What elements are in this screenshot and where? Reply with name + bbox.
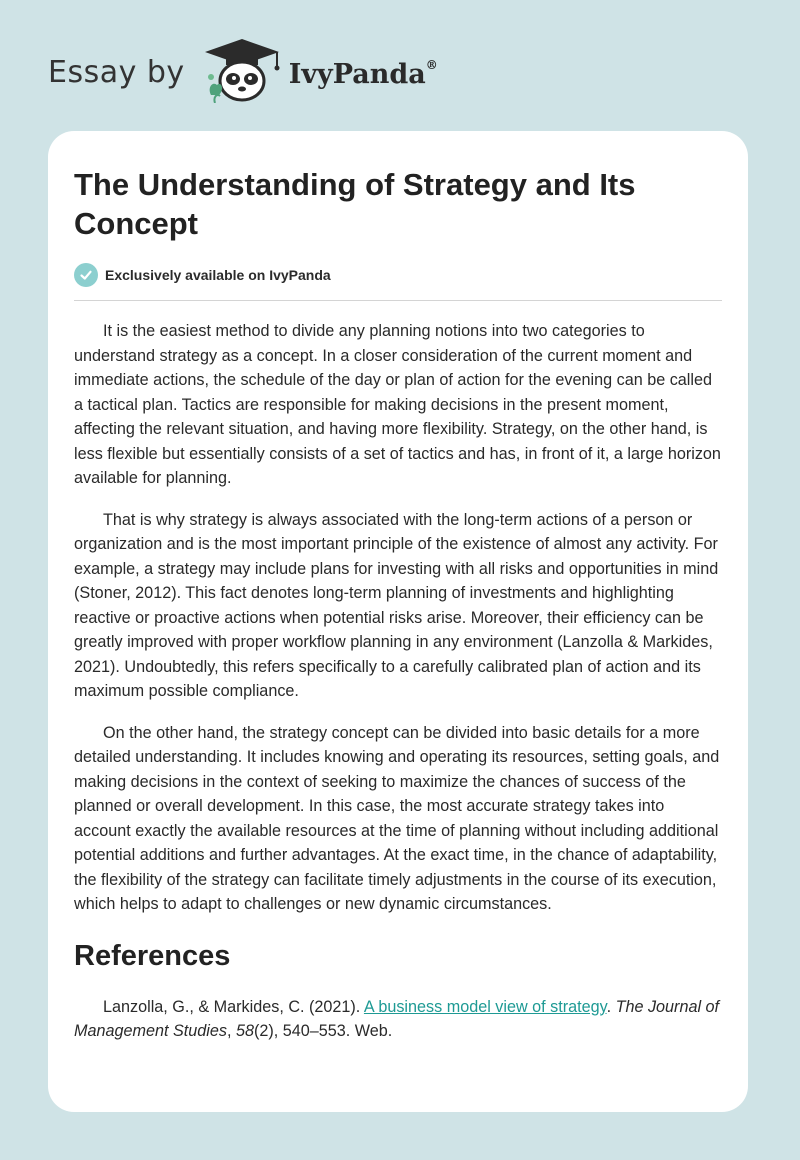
- site-header: [48, 36, 548, 108]
- essay-title: The Understanding of Strategy and Its Concept: [74, 167, 636, 241]
- panda-logo-icon: [199, 37, 285, 108]
- exclusive-badge: [74, 263, 722, 287]
- reference-journal: The Journal of Management Studies: [74, 997, 720, 1040]
- exclusive-label: Exclusively available on IvyPanda: [105, 267, 331, 283]
- reference-volume: 58: [235, 1022, 254, 1040]
- essay-by-label: Essay by: [48, 54, 185, 90]
- check-circle-icon: [74, 263, 98, 287]
- divider: [74, 300, 722, 301]
- reference-authors: Lanzolla, G., & Markides, C. (2021).: [103, 997, 364, 1016]
- paragraph: On the other hand, the strategy concept can be divided into basic details for a more detailed understanding. It includes knowing and operating its resources, setting goals, and making decisions in the context of seeking to maximize the chances of success of the planned or overall development. In this case, the most accurate strategy takes into account exactly the available resources at the time of planning without including additional potential additions and further advantages. At the exact time, in the chance of adaptability, the flexibility of the strategy can facilitate timely adjustments in the course of its execution, which helps to adapt to challenges or new dynamic circumstances.: [74, 723, 720, 913]
- paragraph: It is the easiest method to divide any planning notions into two categories to understand strategy as a concept. In a closer consideration of the current moment and immediate actions, the schedule of the day or plan of action for the evening can be called a tactical plan. Tactics are responsible for making decisions in the present moment, affecting the relevant situation, and having more flexibility. Strategy, on the other hand, is less flexible but essentially consists of a set of tactics and has, in front of it, a large horizon available for planning.: [74, 322, 721, 487]
- brand-name: IvyPanda®: [288, 57, 438, 90]
- paragraph: That is why strategy is always associated with the long-term actions of a person or organization and is the most important principle of the existence of almost any activity. For example, a strategy may include plans for investing with all risks and opportunities in mind (Stoner, 2012). This fact denotes long-term planning of investments and highlighting reactive or proactive actions when potential risks arise. Moreover, their efficiency can be greatly improved with proper workflow planning in any environment (Lanzolla & Markides, 2021). Undoubtedly, this refers specifically to a carefully calibrated plan of action and its maximum possible compliance.: [74, 510, 719, 700]
- references-heading: References: [74, 939, 231, 972]
- ivypanda-logo[interactable]: [199, 37, 438, 108]
- reference-entry: Lanzolla, G., & Markides, C. (2021). A business model view of strategy. The Journal of Management Studies, 58(2), 540–553. Web.: [74, 997, 720, 1040]
- essay-card: [48, 131, 748, 1112]
- reference-pages: (2), 540–553. Web.: [254, 1022, 393, 1040]
- reference-link[interactable]: A business model view of strategy: [363, 997, 607, 1016]
